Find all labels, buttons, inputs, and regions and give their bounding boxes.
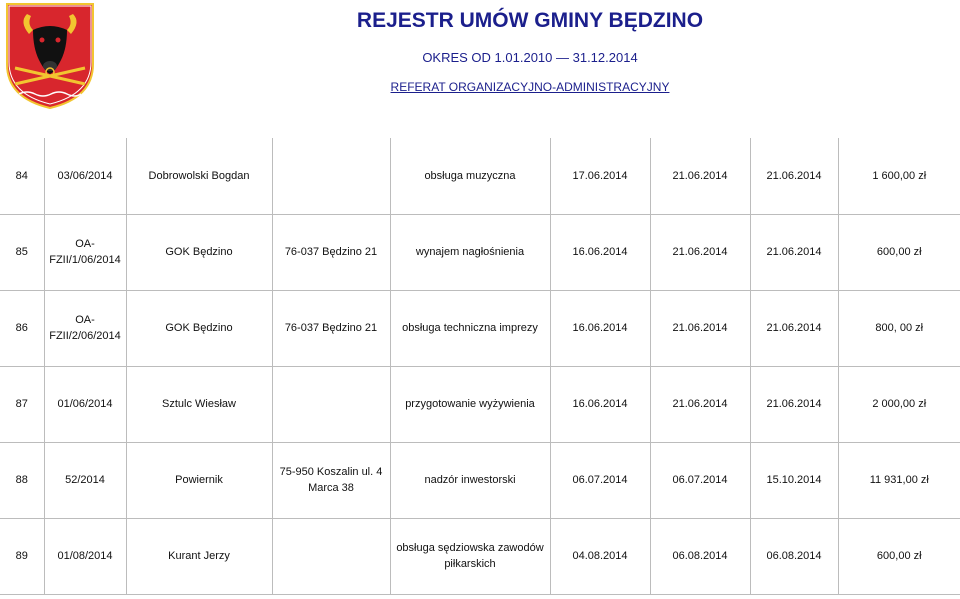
end-date: 21.06.2014	[750, 366, 838, 442]
document-title: REJESTR UMÓW GMINY BĘDZINO	[356, 9, 704, 32]
contractor-address: 75-950 Koszalin ul. 4 Marca 38	[272, 442, 390, 518]
contract-signature: 01/08/2014	[44, 518, 126, 594]
contract-subject: przygotowanie wyżywienia	[390, 366, 550, 442]
contract-amount: 1 600,00 zł	[838, 138, 960, 214]
contractor-address: 76-037 Będzino 21	[272, 290, 390, 366]
contractor-address	[272, 518, 390, 594]
contractor-name: Dobrowolski Bogdan	[126, 138, 272, 214]
row-number: 88	[0, 442, 44, 518]
table-row	[0, 138, 960, 214]
table-row	[0, 366, 960, 442]
contract-amount: 600,00 zł	[838, 518, 960, 594]
row-number: 89	[0, 518, 44, 594]
contractor-name: Powiernik	[126, 442, 272, 518]
end-date: 06.08.2014	[750, 518, 838, 594]
contract-signature: 52/2014	[44, 442, 126, 518]
contract-date: 16.06.2014	[550, 290, 650, 366]
end-date: 21.06.2014	[750, 214, 838, 290]
contract-signature: 01/06/2014	[44, 366, 126, 442]
contractor-name: Sztulc Wiesław	[126, 366, 272, 442]
contract-date: 16.06.2014	[550, 366, 650, 442]
contract-date: 04.08.2014	[550, 518, 650, 594]
contract-signature: 03/06/2014	[44, 138, 126, 214]
contract-date: 06.07.2014	[550, 442, 650, 518]
contractor-name: GOK Będzino	[126, 214, 272, 290]
end-date: 15.10.2014	[750, 442, 838, 518]
coat-of-arms-logo	[5, 2, 95, 110]
department-label: REFERAT ORGANIZACYJNO-ADMINISTRACYJNY	[390, 80, 670, 94]
contract-amount: 600,00 zł	[838, 214, 960, 290]
contractor-name: GOK Będzino	[126, 290, 272, 366]
contract-subject: obsługa techniczna imprezy	[390, 290, 550, 366]
contractor-address	[272, 366, 390, 442]
start-date: 21.06.2014	[650, 214, 750, 290]
end-date: 21.06.2014	[750, 138, 838, 214]
table-row	[0, 442, 960, 518]
start-date: 21.06.2014	[650, 138, 750, 214]
row-number: 86	[0, 290, 44, 366]
contractor-address: 76-037 Będzino 21	[272, 214, 390, 290]
contract-date: 16.06.2014	[550, 214, 650, 290]
row-number: 85	[0, 214, 44, 290]
table-row	[0, 214, 960, 290]
contract-subject: nadzór inwestorski	[390, 442, 550, 518]
start-date: 21.06.2014	[650, 366, 750, 442]
contract-amount: 11 931,00 zł	[838, 442, 960, 518]
contract-signature: OA-FZII/2/06/2014	[44, 290, 126, 366]
row-number: 87	[0, 366, 44, 442]
start-date: 21.06.2014	[650, 290, 750, 366]
start-date: 06.08.2014	[650, 518, 750, 594]
end-date: 21.06.2014	[750, 290, 838, 366]
contract-subject: obsługa muzyczna	[390, 138, 550, 214]
contract-subject: obsługa sędziowska zawodów piłkarskich	[390, 518, 550, 594]
table-row	[0, 518, 960, 594]
table-row	[0, 290, 960, 366]
contractor-name: Kurant Jerzy	[126, 518, 272, 594]
start-date: 06.07.2014	[650, 442, 750, 518]
contractor-address	[272, 138, 390, 214]
contract-date: 17.06.2014	[550, 138, 650, 214]
row-number: 84	[0, 138, 44, 214]
document-header	[100, 0, 960, 110]
contract-signature: OA-FZII/1/06/2014	[44, 214, 126, 290]
contract-amount: 2 000,00 zł	[838, 366, 960, 442]
contract-register-table	[0, 138, 960, 595]
contract-amount: 800, 00 zł	[838, 290, 960, 366]
period-label: OKRES OD 1.01.2010 — 31.12.2014	[422, 50, 638, 65]
contract-subject: wynajem nagłośnienia	[390, 214, 550, 290]
